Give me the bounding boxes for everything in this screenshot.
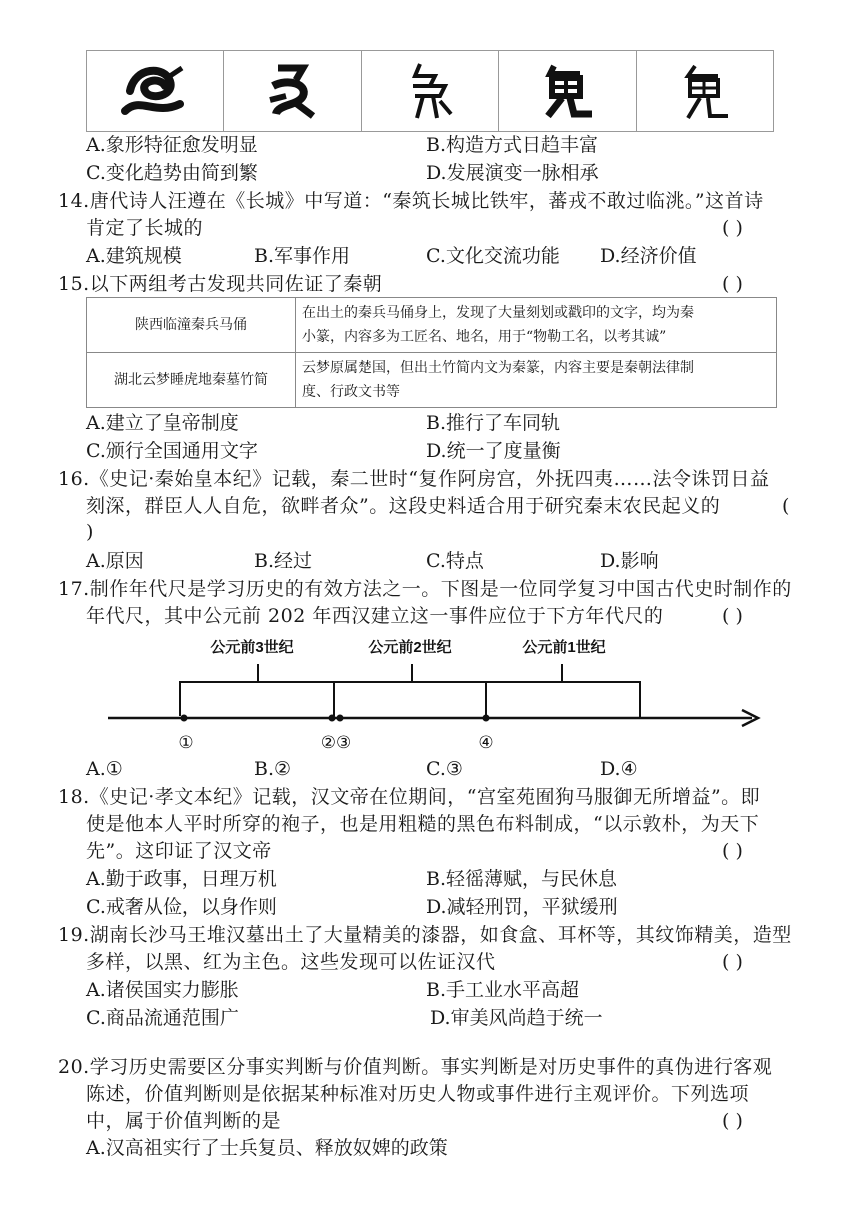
glyph-cell-1	[87, 51, 224, 131]
clerical-glyph-icon	[522, 56, 612, 126]
glyph-cell-2	[224, 51, 361, 131]
q19-option-a[interactable]: A.诸侯国实力膨胀	[86, 979, 239, 1001]
q14-option-c[interactable]: C.文化交流功能	[426, 245, 560, 267]
q17-option-d[interactable]: D.④	[600, 758, 638, 780]
q16-option-c[interactable]: C.特点	[426, 550, 484, 572]
q13-option-c[interactable]: C.变化趋势由简到繁	[86, 162, 258, 184]
q16-stem-line1: 16.《史记·秦始皇本纪》记载，秦二世时“复作阿房宫，外抚四夷……法令诛罚日益	[58, 468, 770, 490]
q16-option-a[interactable]: A.原因	[86, 550, 144, 572]
timeline-point-2	[329, 715, 336, 722]
q13-option-b[interactable]: B.构造方式日趋丰富	[426, 134, 599, 156]
table-row	[87, 353, 777, 408]
q13-option-a[interactable]: A.象形特征愈发明显	[86, 134, 258, 156]
q16-option-d[interactable]: D.影响	[600, 550, 659, 572]
q18-answer-paren[interactable]: ( )	[722, 840, 743, 862]
evidence-desc-line: 小篆，内容多为工匠名、地名，用于“物勒工名，以考其诚”	[302, 329, 667, 345]
q19-option-b[interactable]: B.手工业水平高超	[426, 979, 580, 1001]
q18-option-a[interactable]: A.勤于政事，日理万机	[86, 868, 277, 890]
q18-stem-line1: 18.《史记·孝文本纪》记载，汉文帝在位期间，“宫室苑囿狗马服御无所增益”。即	[58, 786, 761, 808]
q20-stem-line3: 中，属于价值判断的是	[86, 1110, 282, 1132]
q20-stem-line1: 20.学习历史需要区分事实判断与价值判断。事实判断是对历史事件的真伪进行客观	[58, 1056, 773, 1078]
bracket-1st-century	[486, 682, 640, 718]
q14-answer-paren[interactable]: ( )	[722, 217, 743, 239]
oracle-glyph-icon	[110, 56, 200, 126]
evidence-site: 湖北云梦睡虎地秦墓竹简	[87, 353, 296, 408]
q18-option-b[interactable]: B.轻徭薄赋，与民休息	[426, 868, 618, 890]
marker-1: ①	[178, 733, 194, 753]
evidence-desc	[296, 353, 777, 408]
q15-option-c[interactable]: C.颁行全国通用文字	[86, 440, 258, 462]
q15-answer-paren[interactable]: ( )	[722, 273, 743, 295]
q17-option-b[interactable]: B.②	[254, 758, 292, 780]
q19-option-d[interactable]: D.审美风尚趋于统一	[430, 1007, 603, 1029]
q18-option-c[interactable]: C.戒奢从俭，以身作则	[86, 896, 277, 918]
timeline-point-4	[483, 715, 490, 722]
q14-option-b[interactable]: B.军事作用	[254, 245, 351, 267]
q19-option-c[interactable]: C.商品流通范围广	[86, 1007, 239, 1029]
seal-glyph-icon	[385, 56, 475, 126]
glyph-cell-3	[362, 51, 499, 131]
q18-stem-line3: 先”。这印证了汉文帝	[86, 840, 272, 862]
q14-option-d[interactable]: D.经济价值	[600, 245, 697, 267]
q19-stem-line1: 19.湖南长沙马王堆汉墓出土了大量精美的漆器，如食盒、耳杯等，其纹饰精美，造型	[58, 924, 792, 946]
q19-answer-paren[interactable]: ( )	[722, 951, 743, 973]
q17-option-c[interactable]: C.③	[426, 758, 463, 780]
q17-option-a[interactable]: A.①	[86, 758, 123, 780]
q17-answer-paren[interactable]: ( )	[722, 605, 743, 627]
timeline-point-3	[337, 715, 344, 722]
evidence-desc-line: 度、行政文书等	[302, 384, 400, 400]
q20-stem-line2: 陈述，价值判断则是依据某种标准对历史人物或事件进行主观评价。下列选项	[86, 1083, 750, 1105]
marker-2-3: ②③	[320, 733, 352, 753]
q19-stem-line2: 多样，以黑、红为主色。这些发现可以佐证汉代	[86, 951, 496, 973]
q14-option-a[interactable]: A.建筑规模	[86, 245, 182, 267]
q16-answer-paren-close[interactable]: )	[86, 521, 94, 543]
q15-option-b[interactable]: B.推行了车同轨	[426, 412, 561, 434]
q16-option-b[interactable]: B.经过	[254, 550, 313, 572]
evidence-desc-line: 云梦原属楚国，但出土竹简内文为秦篆，内容主要是秦朝法律制	[302, 360, 694, 376]
q13-option-d[interactable]: D.发展演变一脉相承	[426, 162, 599, 184]
q17-stem-line1: 17.制作年代尺是学习历史的有效方法之一。下图是一位同学复习中国古代史时制作的	[58, 578, 792, 600]
bracket-2nd-century	[334, 682, 486, 702]
q18-stem-line2: 使是他本人平时所穿的袍子，也是用粗糙的黑色布料制成，“以示敦朴，为天下	[86, 813, 760, 835]
timeline-point-1	[181, 715, 188, 722]
century-label-2nd: 公元前2世纪	[368, 639, 452, 656]
evidence-desc	[296, 298, 777, 353]
century-label-3rd: 公元前3世纪	[210, 639, 294, 656]
evidence-desc-line: 在出土的秦兵马俑身上，发现了大量刻划或戳印的文字，均为秦	[302, 305, 694, 321]
century-label-1st: 公元前1世纪	[522, 639, 606, 656]
q14-stem-line2: 肯定了长城的	[86, 217, 204, 239]
marker-4: ④	[478, 733, 494, 753]
evidence-site: 陕西临潼秦兵马俑	[87, 298, 296, 353]
glyph-evolution-table	[86, 50, 774, 132]
bronze-glyph-icon	[248, 56, 338, 126]
q17-stem-line2: 年代尺，其中公元前 202 年西汉建立这一事件应位于下方年代尺的	[86, 605, 664, 627]
glyph-cell-4	[499, 51, 636, 131]
q15-stem-line1: 15.以下两组考古发现共同佐证了秦朝	[58, 273, 383, 295]
q15-option-d[interactable]: D.统一了度量衡	[426, 440, 561, 462]
regular-glyph-icon	[660, 56, 750, 126]
q18-option-d[interactable]: D.减轻刑罚，平狱缓刑	[426, 896, 618, 918]
q20-option-a[interactable]: A.汉高祖实行了士兵复员、释放奴婢的政策	[86, 1137, 448, 1159]
q20-answer-paren[interactable]: ( )	[722, 1110, 743, 1132]
q14-stem-line1: 14.唐代诗人汪遵在《长城》中写道：“秦筑长城比铁牢，蕃戎不敢过临洮。”这首诗	[58, 190, 764, 212]
bracket-3rd-century	[180, 682, 334, 702]
q16-stem-line2: 刻深，群臣人人自危，欲畔者众”。这段史料适合用于研究秦末农民起义的	[86, 495, 721, 517]
evidence-table	[86, 297, 777, 408]
table-row	[87, 298, 777, 353]
q16-answer-paren-open[interactable]: (	[782, 495, 790, 517]
glyph-cell-5	[637, 51, 773, 131]
q15-option-a[interactable]: A.建立了皇帝制度	[86, 412, 239, 434]
